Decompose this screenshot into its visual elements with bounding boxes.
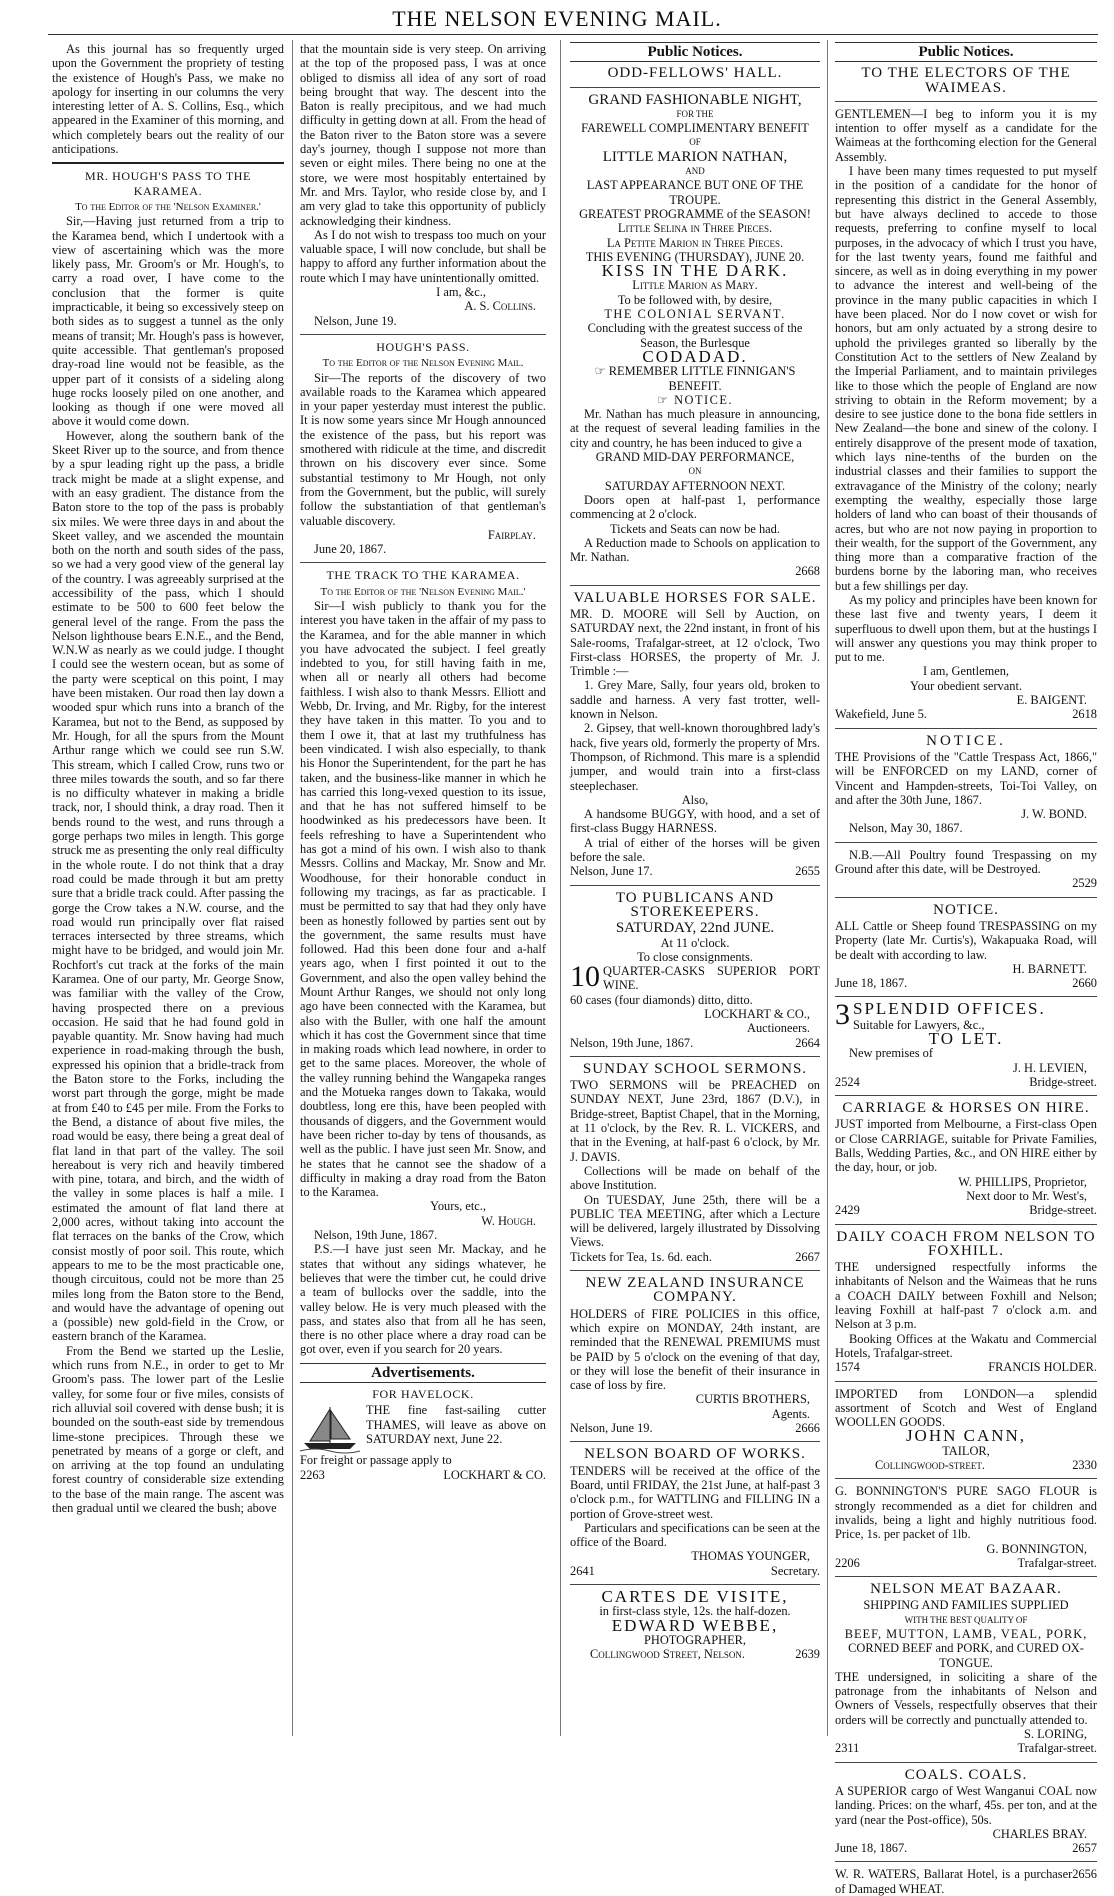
ad-date: Nelson, 19th June, 1867. — [570, 1035, 694, 1050]
ad-paragraph: GENTLEMEN—I beg to inform you it is my intention to offer myself as a candidate for the Waimeas at the forthcoming election for the General Assembly. — [835, 106, 1097, 164]
ad-number: 2667 — [795, 1249, 820, 1264]
ad-footer — [570, 1647, 820, 1661]
ad-line: SATURDAY AFTERNOON NEXT. — [604, 478, 786, 493]
divider — [835, 1762, 1097, 1763]
ad-line: LITTLE MARION NATHAN, — [602, 148, 788, 165]
letter-paragraph: However, along the southern bank of the Skeet River up to the source, and from thence by a spur leading right up the pass, a bridle track might be made at a slight expense, and with an easy gradient. The distance from the Baton store to the top of the pass is probably six miles. We were three days in and about the Skeet valley, and we ascended the mountain both on the north and south sides of the pass, so we had a very good view of the general lay of the country. I was agreeably surprised at the accessibility of the pass, which I should estimate to be 500 to 600 feet below the general level of the range. From the pass the Nelson lighthouse bears E.N.E., and the Bend, W.N.W as nearly as we could judge. I thought I could see the western ocean, but as some of the party were sceptical on this point, I may have been mistaken. Our road then lay down a wooded spur which runs into a branch of the Karamea, but not to the Bend, as supposed by Mr. Hough, for all the spurs from the Mount Arthur range which we could see run S.W. This stream, which I called Crow, runs two or three miles towards the south, and so far there is no difficulty whatever in making a bridle track, nor, I should think, a dray road. Then it bends round to the west, and runs through a gorge perhaps two miles in length. This gorge struck me as presenting the only real difficulty in the whole route. I do not think that a dray road could be made through it but am pretty sure that a bridle track could. After passing the gorge the Crow takes a N.W. course, and the road would run principally over flat raised terraces intersected by three streams, which might have to be bridged, and would join Mr. Rochfort's cut track at the forks of the main Karamea. One of our party, Mr. George Snow, was familiar with the valley of the Crow, having prospected there on a previous occasion. He said that he had found gold in payable quantity. Mr. Snow having had much experience in road-making through the bush, expressed his opinion that a bridle-track from the Baton store to the Forks, including the worst part through the gorge, might be made at from £40 to £45 per mile. From the Forks to the Bend, a distance of about five miles, the road would be easy, there being a great deal of flat land in that part of the valley. The soil hereabout is very rich and heavily timbered with pine, totara, and birch, and the width of the valley in some places is half a mile. I estimated the amount of flat land there at 2,000 acres, without taking into account the flat terraces on the banks of the Crow, which consist mostly of poor soil. This route, which appears to me to be the most practicable one, though circuitous, could not be more than 25 miles long from the Baton store to the Bend, and would have the advantage of opening out a (possible) new gold-field in the Crow, or eastern branch of the Karamea. — [52, 428, 284, 1344]
ad-body: TENDERS will be received at the office of the Board, until FRIDAY, the 21st June, at half-past 3 o'clock p.m., for WATTLING and FILLING IN a portion of Grove-street west. — [570, 1463, 820, 1521]
ad-body: JUST imported from Melbourne, a First-class Open or Close CARRIAGE, suitable for Private Families, Balls, Wedding Parties, &c., and ON HIRE either by the day, hour, or job. — [835, 1117, 1097, 1175]
divider — [570, 885, 820, 886]
ad-line: ☞ REMEMBER LITTLE FINNIGAN'S BENEFIT. — [594, 364, 796, 393]
ad-signature: W. PHILLIPS, Proprietor, — [958, 1174, 1087, 1189]
ad-line: N.B.—All Poultry found Trespassing on my Ground after this date, will be Destroyed. — [835, 847, 1097, 877]
ad-title: ODD-FELLOWS' HALL. — [607, 65, 783, 82]
ad-footer — [835, 1741, 1097, 1755]
ad-line: At 11 o'clock. — [660, 935, 730, 950]
ad-number: 2664 — [795, 1035, 820, 1050]
ad-footer — [835, 876, 1097, 890]
column-2 — [300, 42, 546, 1734]
divider — [835, 1224, 1097, 1225]
column-1 — [52, 42, 284, 1734]
ad-body: IMPORTED from LONDON—a splendid assortment of Scotch and West of England WOOLLEN GOODS. — [835, 1386, 1097, 1430]
ad-footer — [835, 1075, 1097, 1089]
ad-signature: LOCKHART & CO. — [443, 1467, 546, 1482]
ad-footer — [835, 1867, 1097, 1896]
letter-paragraph: As I do not wish to trespass too much on your valuable space, I will now conclude, but shall be happy to afford any further information about the route which I may have unintentionally omitted. — [300, 227, 546, 285]
ad-footer — [570, 1036, 820, 1050]
ad-date: Nelson, June 19. — [570, 1421, 653, 1436]
ad-footer-text: For freight or passage apply to — [300, 1453, 452, 1468]
ad-role: Agents. — [771, 1406, 810, 1421]
ad-line: A Reduction made to Schools on application to Mr. Nathan. — [570, 535, 820, 565]
ad-address: Bridge-street. — [1029, 1074, 1097, 1089]
ad-line: FOR THE — [676, 108, 714, 119]
ad-line: 60 cases (four diamonds) ditto, ditto. — [570, 992, 753, 1007]
divider — [835, 842, 1097, 843]
ad-footer — [300, 1468, 546, 1482]
ad-signature: CURTIS BROTHERS, — [695, 1392, 810, 1407]
divider — [52, 162, 284, 164]
letter-date: June 20, 1867. — [314, 542, 387, 557]
ad-footer — [570, 1421, 820, 1435]
letter-addressee: To the Editor of the 'Nelson Examiner.' — [75, 200, 261, 213]
ad-signature: G. BONNINGTON, — [986, 1541, 1087, 1556]
ad-line: Little Selina in Three Pieces. — [617, 221, 773, 236]
ad-footer — [570, 564, 820, 578]
ad-body: THE undersigned respectfully informs the inhabitants of Nelson and the Waimeas that he runs a COACH DAILY between Foxhill and Nelson; leaving Foxhill at half-past 7 o'clock a.m. and Nelson at 3 p.m. — [835, 1260, 1097, 1332]
ad-line: BEEF, MUTTON, LAMB, VEAL, PORK, — [844, 1626, 1088, 1641]
ad-line: SATURDAY, 22nd JUNE. — [615, 920, 775, 937]
ad-number: 2660 — [1072, 976, 1097, 991]
ad-closing: Your obedient servant. — [910, 678, 1022, 693]
ad-address: Trafalgar-street. — [1017, 1741, 1097, 1756]
ad-number: 2618 — [1072, 707, 1097, 722]
ad-date: June 18, 1867. — [835, 976, 908, 991]
ad-number: 2206 — [835, 1555, 860, 1570]
ad-body: TWO SERMONS will be PREACHED on SUNDAY NEXT, June 23rd, 1867 (D.V.), in Bridge-street, Baptist Chapel, that in the Morning, at 11 o'clock, by the Rev. R. L. VICKERS, and that in the Evening, at half-past 6 o'clock, by Mr. J. DAVIS. — [570, 1078, 820, 1164]
ad-line: Also, — [681, 792, 709, 807]
ad-title: CARRIAGE & HORSES ON HIRE. — [842, 1100, 1090, 1117]
ad-signature: H. BARNETT. — [1012, 961, 1087, 976]
divider — [835, 897, 1097, 898]
ad-footer — [835, 1556, 1097, 1570]
ad-body: HOLDERS of FIRE POLICIES in this office, which expire on MONDAY, 24th instant, are reminded that the RENEWAL PREMIUMS must be PAID by 5 o'clock on the evening of that day, or they will lose the benefit of their insurance in case of loss by fire. — [570, 1306, 820, 1393]
ad-number: 2639 — [795, 1647, 820, 1662]
postscript: P.S.—I have just seen Mr. Mackay, and he states that without any sidings whatever, he believes that were the timber cut, he could drive a team of bullocks over the saddle, into the valley below. He is very much pleased with the pass, and states also that from all he has seen, there is no other place where a dray road can be got over, even if you search for 20 years. — [300, 1242, 546, 1357]
ad-footer — [570, 1564, 820, 1578]
column-rule — [827, 40, 828, 1736]
letter-paragraph: From the Bend we started up the Leslie, which runs from N.E., in order to get to Mr Groom's pass. The lower part of the Leslie valley, for some four or five miles, consists of rich alluvial soil covered with dense bush; it is bounded on the south-east side by tremendous lime-stone precipices. Through these we penetrated by means of a gorge or cleft, and on arriving at the top found an undulating forest country of considerable size extending to the base of the main range. The ascent was then gradual until we cleared the bush; above — [52, 1343, 284, 1515]
ad-title: TO PUBLICANS AND STOREKEEPERS. — [615, 889, 775, 920]
intro-paragraph: As this journal has so frequently urged upon the Government the propriety of testing the existence of Hough's Pass, we make no apology for inserting in our columns the very interesting letter of A. S. Collins, Esq., which appeared in the Examiner of this morning, and which completely bears out the reality of our anticipations. — [52, 42, 284, 157]
ad-title: NOTICE. — [926, 732, 1006, 749]
divider — [835, 728, 1097, 729]
ad-address: Bridge-street. — [1029, 1203, 1097, 1218]
ad-line: Next door to Mr. West's, — [966, 1188, 1087, 1203]
ad-title: DAILY COACH FROM NELSON TO FOXHILL. — [836, 1228, 1096, 1259]
divider — [835, 1381, 1097, 1382]
ad-role: Auctioneers. — [747, 1021, 810, 1036]
ad-item: 2. Gipsey, that well-known thoroughbred lady's hack, five years old, formerly the property of Mrs. Thompson, of Richmond. This mare is a splendid jumper, and would train into a first-class steeplechaser. — [570, 721, 820, 793]
ad-address: Collingwood Street, Nelson. — [590, 1647, 745, 1662]
ad-number: 2655 — [795, 864, 820, 879]
ad-line: EDWARD WEBBE, — [611, 1615, 779, 1635]
ad-body: A SUPERIOR cargo of West Wanganui COAL now landing. Prices: on the wharf, 45s. per ton, and at the yard (near the Post-office), 50s. — [835, 1783, 1097, 1827]
ad-line: THE COLONIAL SERVANT. — [604, 307, 786, 322]
letter-paragraph: Sir,—Having just returned from a trip to the Karamea bend, which I undertook with a view of ascertaining which was the more likely pass, Mr. Groom's or Mr. Hough's, to carry a road over, I have come to the conclusion that the former is quite impracticable, it being so excessively steep on both sides as to suggest a tunnel as the only means of transit; Mr. Hough's pass is however, quite accessible. That gentleman's proposed dray-road line would not be feasible, as the upper part of it consists of a sideling along huge rocks loosely piled on one another, and looking as though if one were moved all above it would come down. — [52, 214, 284, 429]
ad-line: Little Marion as Mary. — [632, 278, 758, 293]
ad-footer — [835, 976, 1097, 990]
ad-line: Concluding with the greatest success of the Season, the Burlesque — [587, 321, 803, 350]
ad-signature: THOMAS YOUNGER, — [691, 1549, 810, 1564]
ad-line: ON — [688, 466, 702, 477]
ad-line: in first-class style, 12s. the half-dozen. — [599, 1604, 791, 1619]
ad-role: Secretary. — [770, 1563, 820, 1578]
divider — [835, 996, 1097, 997]
ad-line: OF — [689, 137, 701, 148]
ad-number: 2668 — [795, 564, 820, 579]
divider — [570, 1441, 820, 1442]
ad-closing: I am, Gentlemen, — [922, 664, 1009, 679]
ad-signature: J. W. BOND. — [1021, 807, 1087, 822]
ad-title: NELSON MEAT BAZAAR. — [870, 1581, 1062, 1598]
ad-item: 1. Grey Mare, Sally, four years old, broken to saddle and harness. A very fast trotter, well-known in Nelson. — [570, 678, 820, 722]
ad-line: A trial of either of the horses will be given before the sale. — [570, 835, 820, 865]
ad-title: NOTICE. — [933, 901, 999, 918]
column-rule — [560, 40, 561, 1736]
ad-footer — [835, 707, 1097, 721]
divider — [300, 334, 546, 335]
ad-text: Tickets for Tea, 1s. 6d. each. — [570, 1249, 712, 1264]
ad-line: GRAND FASHIONABLE NIGHT, — [588, 91, 802, 108]
ad-line: SHIPPING AND FAMILIES SUPPLIED — [863, 1598, 1069, 1613]
drop-numeral: 3 — [835, 998, 850, 1032]
ad-number: 1574 — [835, 1360, 860, 1375]
ad-paragraph: As my policy and principles have been known for these last five and twenty years, I deem it superfluous to dwell upon them, but at the hustings I will answer any questions you may think proper to put to me. — [835, 592, 1097, 665]
divider — [835, 1576, 1097, 1577]
ad-line: To be followed with, by desire, — [617, 292, 773, 307]
ad-line: WITH THE BEST QUALITY OF — [904, 1614, 1028, 1625]
ad-date: Wakefield, June 5. — [835, 707, 927, 722]
ad-title: COALS. COALS. — [904, 1766, 1028, 1783]
letter-closing: Yours, etc., — [430, 1199, 486, 1214]
ad-title: CARTES DE VISITE, — [601, 1586, 789, 1606]
ad-title: SUNDAY SCHOOL SERMONS. — [582, 1060, 808, 1077]
ad-signature: J. H. LEVIEN, — [1013, 1060, 1087, 1075]
ad-line: CORNED BEEF and PORK, and CURED OX-TONGUE. — [848, 1641, 1084, 1670]
ad-date: Nelson, May 30, 1867. — [849, 821, 963, 836]
ad-line: KISS IN THE DARK. — [601, 261, 789, 281]
ad-number: 2529 — [1072, 876, 1097, 891]
ad-title: FOR HAVELOCK. — [372, 1387, 474, 1402]
divider — [835, 1861, 1097, 1862]
ad-paragraph: I have been many times requested to put myself in the position of a candidate for the honor of representing this district in the General Assembly, but have always declined to accede to those requests, preferring to confine myself to local purposes, in the advocacy of which I trust you have, for the last twenty years, found me faithful and sincere, as well as in doing everything in my power to advance the interest and well-being of the province in the many public capacities in which I have been placed. Nor do I now covet or wish for honors, but am only actuated by a strong desire to uphold the privileges granted so liberally by the Constitution Act to the settlers of New Zealand by the Imperial Parliament, and to maintain privileges like to those which the people of England are now striving to obtain in the Reform movement; by a desire to see justice done to the bona fide settlers in New Zealand—the bone and sinew of the colony. I entirely disapprove of the present mode of taxation, which lays nine-tenths of the burden on the industrial classes and their families to support the extravagance of the Ministry of the colony; nearly exempting the wealthy, especially those large holders of land who can boast of their thousands of acres, but who are not now paying in proportion to their wealth, for the support of the Government, any thing more than a comparative fraction of the burdens borne by the laboring man, who receives but a few shillings per day. — [835, 164, 1097, 593]
ad-line: AND — [685, 166, 705, 177]
letter-title: THE TRACK TO THE KARAMEA. — [326, 568, 520, 583]
ad-number: 2657 — [1072, 1841, 1097, 1856]
letter-paragraph: Sir—I wish publicly to thank you for the interest you have taken in the affair of my pass to the Karamea, and for the able manner in which you have advocated the subject. I feel greatly indebted to you, for still having faith in me, when all or nearly all others had become faithless. I wish also to thank Messrs. Elliott and Webb, Dr. Irving, and Mr. Rigby, for the interest they have taken in this matter. To you and to them I owe it, that at last my truthfulness has been vindicated. I wish also especially, to thank his Honor the Superintendent, for the part he has taken, and the business-like manner in which he has carried this long-vexed question to its issue, and that he has not suffered himself to be hoodwinked as his predecessors have been. It feels refreshing to have a Superintendent who has got a mind of his own. I wish also to thank Messrs. Collins and Mackay, Mr. Snow and Mr. Woodhouse, for their honorable conduct in following my tracings, as far as practicable. I must be permitted to say that had they only have been as honestly followed by parties sent out by the government, the same results must have followed. Had this been done four and a-half years ago, when I first pointed it out to the Government, and also the open valley behind the Mount Arthur Ranges, we should not only long ago have been connected with the Karamea, but also with the Buller, with one half the amount which it has cost the Government since that time in making roads which lead nowhere, in order to get to the same places. Moreover, the whole of the valley running behind the Wangapeka ranges and the Motueka ranges down to Takaka, would doubtless, long ere this, have been peopled with thousands of diggers, and the Government would have been richer to-day by tens of thousands, as well as the public. I have just seen Mr. Snow, and he states that he cannot see the shadow of a difficulty in making a dray road from the Baton to the Karamea. — [300, 598, 546, 1200]
ad-signature: S. LORING, — [1024, 1727, 1087, 1742]
section-header: Public Notices. — [835, 42, 1097, 62]
ad-body: MR. D. MOORE will Sell by Auction, on SATURDAY next, the 22nd instant, in front of his Sale-rooms, Trafalgar-street, at 12 o'clock, Two First-class HORSES, the property of Mr. J. Trimble :— — [570, 606, 820, 679]
ad-line: ☞ NOTICE. — [656, 392, 734, 407]
divider — [570, 87, 820, 88]
ad-line: Tickets and Seats can now be had. — [610, 521, 780, 536]
drop-numeral: 10 — [570, 960, 600, 994]
ad-line — [570, 960, 820, 994]
ad-date: Nelson, June 17. — [570, 864, 653, 879]
ad-line: GRAND MID-DAY PERFORMANCE, — [595, 450, 795, 465]
letter-paragraph: Sir—The reports of the discovery of two available roads to the Karamea which appeared in your paper yesterday must interest the public. It is now some years since Mr Hough announced the existence of the pass, but his report was smothered with ridicule at the time, and discredit thrown on his discovery ever since. Some substantial testimony to Mr Hough, not only from the Government, but the public, will surely follow the substantiation of that gentleman's valuable discovery. — [300, 370, 546, 528]
divider — [835, 1478, 1097, 1479]
ad-signature: CHARLES BRAY. — [992, 1826, 1087, 1841]
masthead: THE NELSON EVENING MAIL. — [392, 6, 722, 31]
ad-footer — [570, 864, 820, 878]
ad-body: ALL Cattle or Sheep found TRESPASSING on my Property (late Mr. Curtis's), Wakapuaka Road, will be dealt with according to law. — [835, 918, 1097, 962]
divider — [570, 585, 820, 586]
divider — [835, 1095, 1097, 1096]
ad-line: La Petite Marion in Three Pieces. — [606, 235, 784, 250]
ad-line: Suitable for Lawyers, &c., — [853, 1017, 985, 1032]
column-4 — [835, 42, 1097, 1896]
ad-signature: FRANCIS HOLDER. — [988, 1360, 1097, 1375]
ad-number: 2263 — [300, 1467, 325, 1482]
ad-line: Doors open at half-past 1, performance commencing at 2 o'clock. — [570, 492, 820, 522]
ad-line: GREATEST PROGRAMME of the SEASON! — [579, 206, 811, 221]
ad-number: 2641 — [570, 1563, 595, 1578]
ad-line: Mr. Nathan has much pleasure in announcing, at the request of several leading families in the city and country, he has been induced to give a — [570, 407, 820, 450]
letter-closing: I am, &c., — [436, 285, 486, 300]
letter-paragraph: that the mountain side is very steep. On arriving at the top of the proposed pass, I was at once obliged to dismiss all idea of any sort of road being brought that way. The descent into the Baton is really precipitous, and we had much difficulty in getting down at all. From the head of the Baton river to the Baton store was a severe day's journey, though I suppose not more than seven or eight miles. There being no one at the store, we were most hospitably entertained by Mr. and Mrs. Taylor, who reside close by, and I am very glad to take this opportunity of publicly acknowledging their kindness. — [300, 42, 546, 228]
ad-number: 2330 — [1072, 1458, 1097, 1473]
ad-line: A handsome BUGGY, with hood, and a set of first-class Buggy HARNESS. — [570, 807, 820, 836]
ad-title: VALUABLE HORSES FOR SALE. — [573, 589, 817, 606]
ad-line: Collections will be made on behalf of the above Institution. — [570, 1163, 820, 1193]
letter-addressee: To the Editor of the Nelson Evening Mail. — [322, 357, 524, 370]
divider — [570, 1584, 820, 1585]
divider — [570, 1056, 820, 1057]
ad-date: June 18, 1867. — [835, 1841, 908, 1856]
ad-line: TO LET. — [928, 1029, 1004, 1048]
ad-footer — [300, 1453, 546, 1467]
column-rule — [292, 40, 293, 1736]
letter-date: Nelson, June 19. — [314, 313, 397, 328]
ad-address: Trafalgar-street. — [1017, 1555, 1097, 1570]
column-3 — [570, 42, 820, 1734]
ad-body: G. BONNINGTON'S PURE SAGO FLOUR is strongly recommended as a diet for children and invalids, being a light and highly nutritious food. Price, 1s. per packet of 1lb. — [835, 1484, 1097, 1542]
ad-footer — [835, 1360, 1097, 1374]
ad-line: Booking Offices at the Wakatu and Commercial Hotels, Trafalgar-street. — [835, 1331, 1097, 1360]
ad-number: 2429 — [835, 1203, 860, 1218]
ad-line: LAST APPEARANCE BUT ONE OF THE TROUPE. — [586, 178, 804, 207]
ad-signature: E. BAIGENT. — [1016, 693, 1087, 708]
ad-line: Particulars and specifications can be seen at the office of the Board. — [570, 1520, 820, 1550]
letter-signature: Fairplay. — [487, 527, 536, 542]
ad-line: THIS EVENING (THURSDAY), JUNE 20. — [585, 249, 805, 264]
section-header: Public Notices. — [570, 42, 820, 62]
ad-line: CODADAD. — [642, 346, 748, 366]
ad-footer — [835, 1841, 1097, 1855]
ad-body: THE undersigned, in soliciting a share of the patronage from the inhabitants of Nelson and Owners of Vessels, respectfully observes that their orders will be correctly and punctually attended to. — [835, 1669, 1097, 1727]
letter-signature: A. S. Collins. — [464, 299, 536, 314]
ad-number: 2311 — [835, 1741, 860, 1756]
ad-line: To close consignments. — [637, 949, 753, 964]
ship-icon — [300, 1405, 360, 1453]
ad-body: THE Provisions of the "Cattle Trespass Act, 1866," will be ENFORCED on my LAND, corner of Vincent and Hampden-streets, Toi-Toi Valley, on and after the 30th June, 1867. — [835, 749, 1097, 807]
ad-address: Collingwood-street. — [875, 1458, 985, 1473]
ad-line: PHOTOGRAPHER, — [643, 1632, 746, 1647]
ad-line: FAREWELL COMPLIMENTARY BENEFIT — [581, 121, 809, 136]
ad-body: W. R. WATERS, Ballarat Hotel, is a purchaser of Damaged WHEAT. — [835, 1867, 1073, 1896]
ad-line: JOHN CANN, — [905, 1426, 1027, 1446]
ad-title: NEW ZEALAND INSURANCE COMPANY. — [585, 1275, 805, 1306]
ad-line: New premises of — [849, 1046, 933, 1061]
ad-body: THE fine fast-sailing cutter THAMES, will leave as above on SATURDAY next, June 22. — [366, 1403, 546, 1446]
letter-title: MR. HOUGH'S PASS TO THE KARAMEA. — [85, 169, 251, 198]
letter-addressee: To the Editor of the 'Nelson Evening Mail.' — [320, 585, 526, 598]
ad-footer — [570, 1250, 820, 1264]
ad-footer — [835, 1203, 1097, 1217]
ad-footer — [835, 1458, 1097, 1472]
ad-title: SPLENDID OFFICES. — [853, 999, 1046, 1019]
letter-title: HOUGH'S PASS. — [376, 339, 470, 354]
ad-signature: LOCKHART & CO., — [704, 1007, 810, 1021]
letter-signature: W. Hough. — [481, 1213, 536, 1228]
section-header: Advertisements. — [300, 1363, 546, 1383]
ad-number: 2656 — [1072, 1867, 1097, 1882]
ad-title: NELSON BOARD OF WORKS. — [584, 1446, 806, 1463]
ad-text: QUARTER-CASKS SUPERIOR PORT WINE. — [603, 964, 820, 993]
ad-number: 2524 — [835, 1074, 860, 1089]
divider — [570, 1270, 820, 1271]
divider — [835, 101, 1097, 102]
masthead-rule — [48, 34, 1098, 35]
divider — [300, 562, 546, 563]
ad-title: TO THE ELECTORS OF THE WAIMEAS. — [861, 65, 1071, 96]
ad-line: On TUESDAY, June 25th, there will be a PUBLIC TEA MEETING, after which a Lecture will be delivered, largely illustrated by Dissolving Views. — [570, 1192, 820, 1250]
ad-line: TAILOR, — [942, 1443, 990, 1458]
letter-date: Nelson, 19th June, 1867. — [314, 1228, 438, 1243]
ad-number: 2666 — [795, 1421, 820, 1436]
